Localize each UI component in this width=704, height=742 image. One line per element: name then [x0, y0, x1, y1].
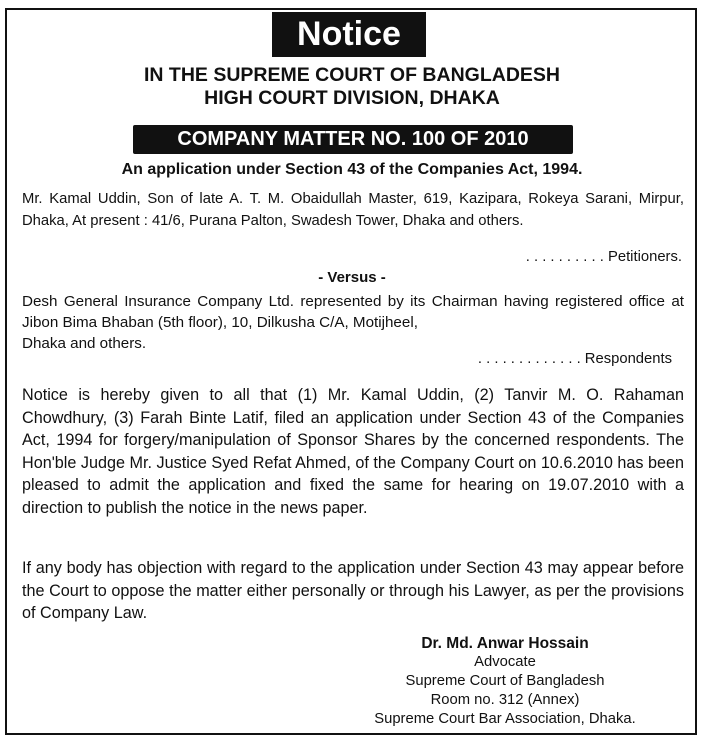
notice-title: Notice [272, 12, 426, 57]
company-matter-banner: COMPANY MATTER NO. 100 OF 2010 [133, 125, 573, 154]
court-division: HIGH COURT DIVISION, DHAKA [204, 87, 500, 109]
petitioners-label: . . . . . . . . . . Petitioners. [525, 249, 682, 265]
signatory-title: Advocate [474, 654, 536, 670]
application-heading: An application under Section 43 of the Companies Act, 1994. [121, 161, 583, 178]
versus-heading: - Versus - [318, 269, 386, 286]
objection-paragraph: If any body has objection with regard to the application under Section 43 may appear before the Court to oppose the matter either personally or through his Lawyer, as per the provisions of Company Law. [22, 559, 684, 622]
signatory-room: Room no. 312 (Annex) [430, 692, 580, 708]
notice-frame [5, 8, 697, 735]
respondent-text-last: Dhaka and others. [22, 335, 147, 352]
petitioner-paragraph: Mr. Kamal Uddin, Son of late A. T. M. Obaidullah Master, 619, Kazipara, Rokeya Sarani, Mirpur, Dhaka, At present : 41/6, Purana Palton, Swadesh Tower, Dhaka and others. [22, 191, 684, 229]
signatory-court: Supreme Court of Bangladesh [405, 673, 605, 689]
respondent-paragraph [22, 291, 684, 354]
signatory-name: Dr. Md. Anwar Hossain [421, 635, 589, 652]
notice-body-paragraph: Notice is hereby given to all that (1) Mr. Kamal Uddin, (2) Tanvir M. O. Rahaman Chowdhury, (3) Farah Binte Latif, filed an application under Section 43 of the Companies Act, 1994 for forgery/manipulation of Sponsor Shares by the concerned respondents. The Hon'ble Judge Mr. Justice Syed Refat Ahmed, of the Company Court on 10.6.2010 has been pleased to admit the application and fixed the same for hearing on 19.07.2010 with a direction to publish the notice in the news paper. [22, 386, 684, 517]
respondent-text: Desh General Insurance Company Ltd. represented by its Chairman having registered office at Jibon Bima Bhaban (5th floor), 10, Dilkusha C/A, Motijheel, [22, 293, 684, 331]
respondents-label: . . . . . . . . . . . . . Respondents [477, 351, 672, 367]
signatory-association: Supreme Court Bar Association, Dhaka. [374, 711, 636, 727]
court-name: IN THE SUPREME COURT OF BANGLADESH [143, 64, 560, 86]
